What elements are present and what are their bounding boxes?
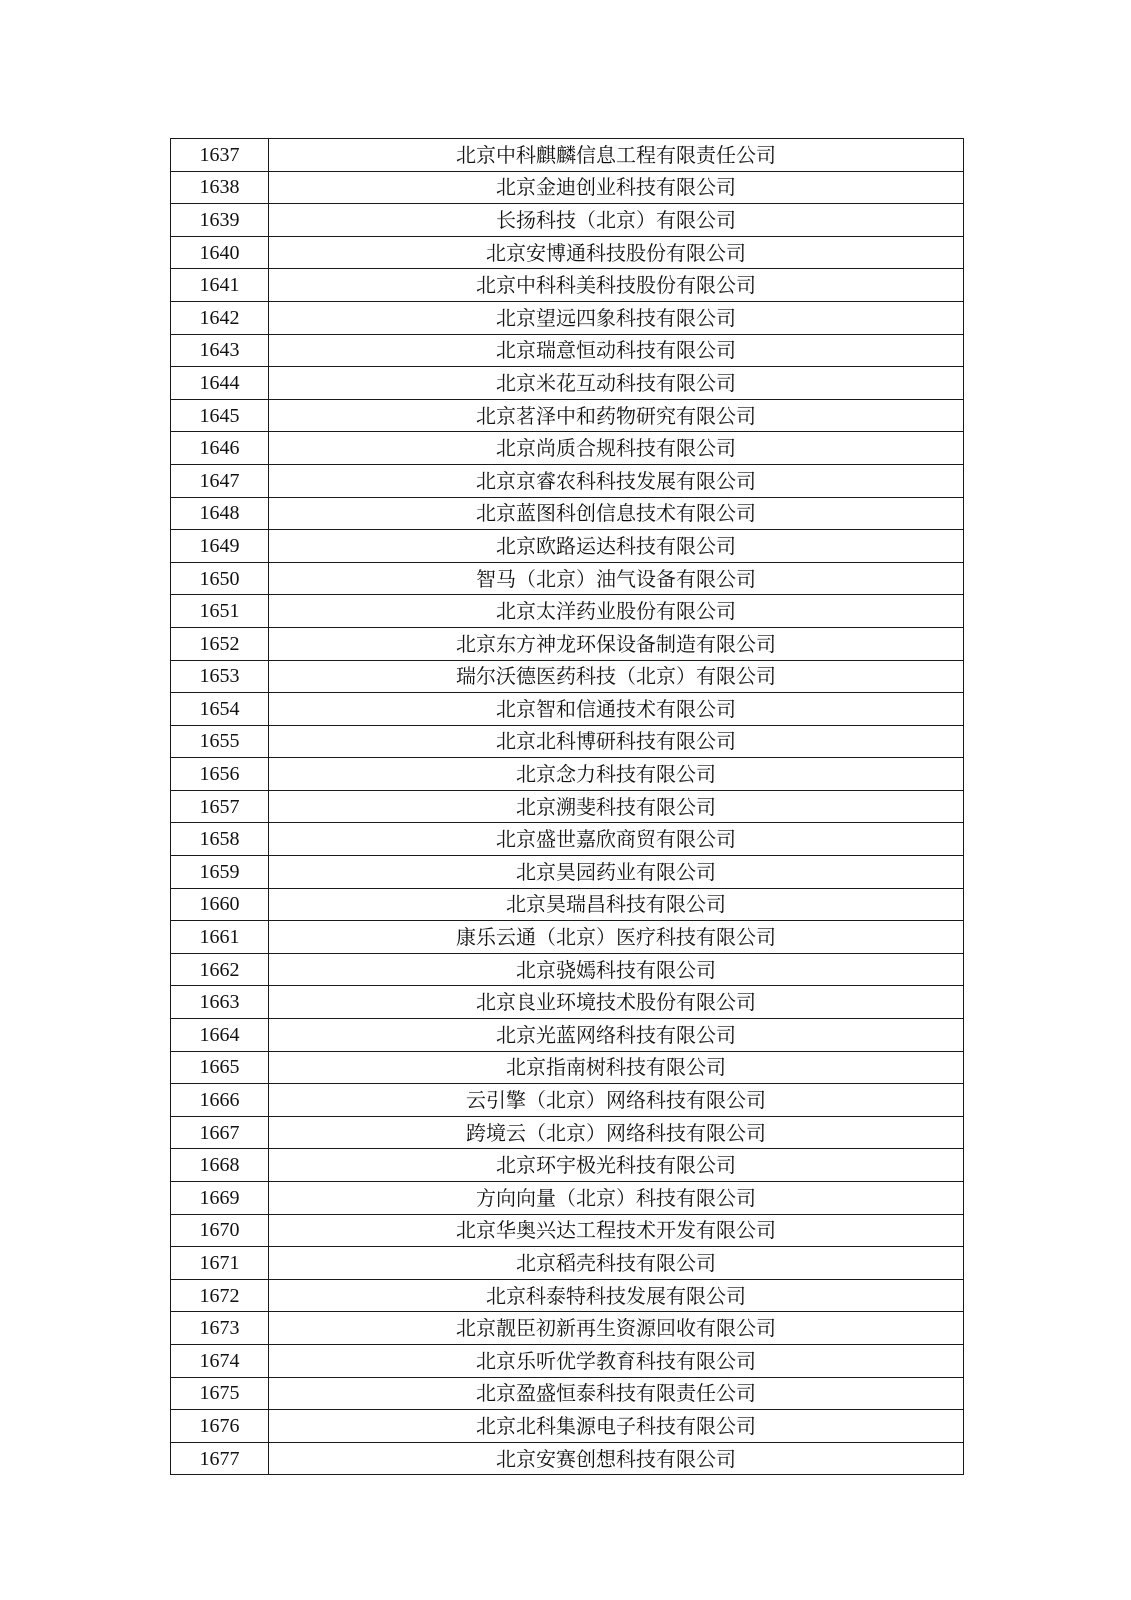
table-row [171,888,964,921]
table-row [171,856,964,889]
company-name: 长扬科技（北京）有限公司 [269,204,964,237]
company-name: 北京靓臣初新再生资源回收有限公司 [269,1312,964,1345]
table-row [171,823,964,856]
row-number: 1671 [171,1247,269,1280]
company-name: 康乐云通（北京）医疗科技有限公司 [269,921,964,954]
table-row [171,627,964,660]
row-number: 1650 [171,562,269,595]
row-number: 1672 [171,1279,269,1312]
company-name: 方向向量（北京）科技有限公司 [269,1182,964,1215]
table-row [171,1410,964,1443]
table-row [171,1214,964,1247]
company-name: 北京智和信通技术有限公司 [269,693,964,726]
table-row [171,204,964,237]
row-number: 1662 [171,953,269,986]
row-number: 1670 [171,1214,269,1247]
company-name: 北京指南树科技有限公司 [269,1051,964,1084]
company-name: 北京茗泽中和药物研究有限公司 [269,399,964,432]
table-row [171,334,964,367]
table-row [171,1019,964,1052]
row-number: 1651 [171,595,269,628]
row-number: 1661 [171,921,269,954]
table-row [171,660,964,693]
company-name: 北京光蓝网络科技有限公司 [269,1019,964,1052]
table-row [171,725,964,758]
company-name: 北京望远四象科技有限公司 [269,301,964,334]
table-row [171,693,964,726]
table-row [171,236,964,269]
company-name: 北京骁嫣科技有限公司 [269,953,964,986]
company-name: 北京东方神龙环保设备制造有限公司 [269,627,964,660]
company-name: 北京安赛创想科技有限公司 [269,1442,964,1475]
table-row [171,790,964,823]
table-row [171,432,964,465]
company-name: 北京蓝图科创信息技术有限公司 [269,497,964,530]
row-number: 1656 [171,758,269,791]
table-row [171,1084,964,1117]
table-row [171,497,964,530]
table-row [171,1182,964,1215]
row-number: 1667 [171,1116,269,1149]
company-name: 云引擎（北京）网络科技有限公司 [269,1084,964,1117]
row-number: 1659 [171,856,269,889]
row-number: 1675 [171,1377,269,1410]
row-number: 1653 [171,660,269,693]
company-name: 北京京睿农科科技发展有限公司 [269,464,964,497]
row-number: 1669 [171,1182,269,1215]
company-name: 北京乐听优学教育科技有限公司 [269,1344,964,1377]
row-number: 1649 [171,530,269,563]
row-number: 1660 [171,888,269,921]
company-name: 北京北科集源电子科技有限公司 [269,1410,964,1443]
table-row [171,953,964,986]
row-number: 1642 [171,301,269,334]
table-row [171,562,964,595]
company-name: 北京中科麒麟信息工程有限责任公司 [269,139,964,172]
table-row [171,1051,964,1084]
table-row [171,1377,964,1410]
row-number: 1668 [171,1149,269,1182]
company-name: 北京安博通科技股份有限公司 [269,236,964,269]
row-number: 1666 [171,1084,269,1117]
row-number: 1665 [171,1051,269,1084]
table-row [171,1279,964,1312]
row-number: 1648 [171,497,269,530]
table-row [171,1149,964,1182]
row-number: 1643 [171,334,269,367]
row-number: 1677 [171,1442,269,1475]
table-row [171,921,964,954]
table-row [171,399,964,432]
table-row [171,1312,964,1345]
company-name: 北京米花互动科技有限公司 [269,367,964,400]
company-name: 北京科泰特科技发展有限公司 [269,1279,964,1312]
row-number: 1654 [171,693,269,726]
row-number: 1673 [171,1312,269,1345]
row-number: 1674 [171,1344,269,1377]
row-number: 1657 [171,790,269,823]
table-row [171,530,964,563]
table-row [171,464,964,497]
row-number: 1639 [171,204,269,237]
company-name: 北京太洋药业股份有限公司 [269,595,964,628]
company-list-table [170,138,964,1475]
table-row [171,595,964,628]
company-name: 北京中科科美科技股份有限公司 [269,269,964,302]
row-number: 1638 [171,171,269,204]
table-row [171,1247,964,1280]
row-number: 1663 [171,986,269,1019]
row-number: 1645 [171,399,269,432]
company-name: 智马（北京）油气设备有限公司 [269,562,964,595]
company-name: 北京稻壳科技有限公司 [269,1247,964,1280]
company-name: 北京念力科技有限公司 [269,758,964,791]
company-name: 北京昊瑞昌科技有限公司 [269,888,964,921]
row-number: 1655 [171,725,269,758]
table-row [171,269,964,302]
table-row [171,1344,964,1377]
table-row [171,171,964,204]
company-name: 北京良业环境技术股份有限公司 [269,986,964,1019]
table-row [171,986,964,1019]
table-row [171,758,964,791]
table-row [171,139,964,172]
company-name: 北京盛世嘉欣商贸有限公司 [269,823,964,856]
table-row [171,1442,964,1475]
company-name: 北京瑞意恒动科技有限公司 [269,334,964,367]
company-name: 北京尚质合规科技有限公司 [269,432,964,465]
row-number: 1637 [171,139,269,172]
row-number: 1664 [171,1019,269,1052]
table-row [171,1116,964,1149]
company-name: 北京金迪创业科技有限公司 [269,171,964,204]
row-number: 1646 [171,432,269,465]
row-number: 1644 [171,367,269,400]
company-name: 北京昊园药业有限公司 [269,856,964,889]
row-number: 1640 [171,236,269,269]
company-name: 北京华奥兴达工程技术开发有限公司 [269,1214,964,1247]
row-number: 1647 [171,464,269,497]
table-row [171,367,964,400]
row-number: 1641 [171,269,269,302]
company-name: 跨境云（北京）网络科技有限公司 [269,1116,964,1149]
row-number: 1658 [171,823,269,856]
company-name: 北京环宇极光科技有限公司 [269,1149,964,1182]
company-name: 北京北科博研科技有限公司 [269,725,964,758]
row-number: 1652 [171,627,269,660]
company-list-body [171,139,964,1475]
table-row [171,301,964,334]
row-number: 1676 [171,1410,269,1443]
company-name: 北京盈盛恒泰科技有限责任公司 [269,1377,964,1410]
company-name: 北京溯斐科技有限公司 [269,790,964,823]
company-name: 瑞尔沃德医药科技（北京）有限公司 [269,660,964,693]
company-name: 北京欧路运达科技有限公司 [269,530,964,563]
